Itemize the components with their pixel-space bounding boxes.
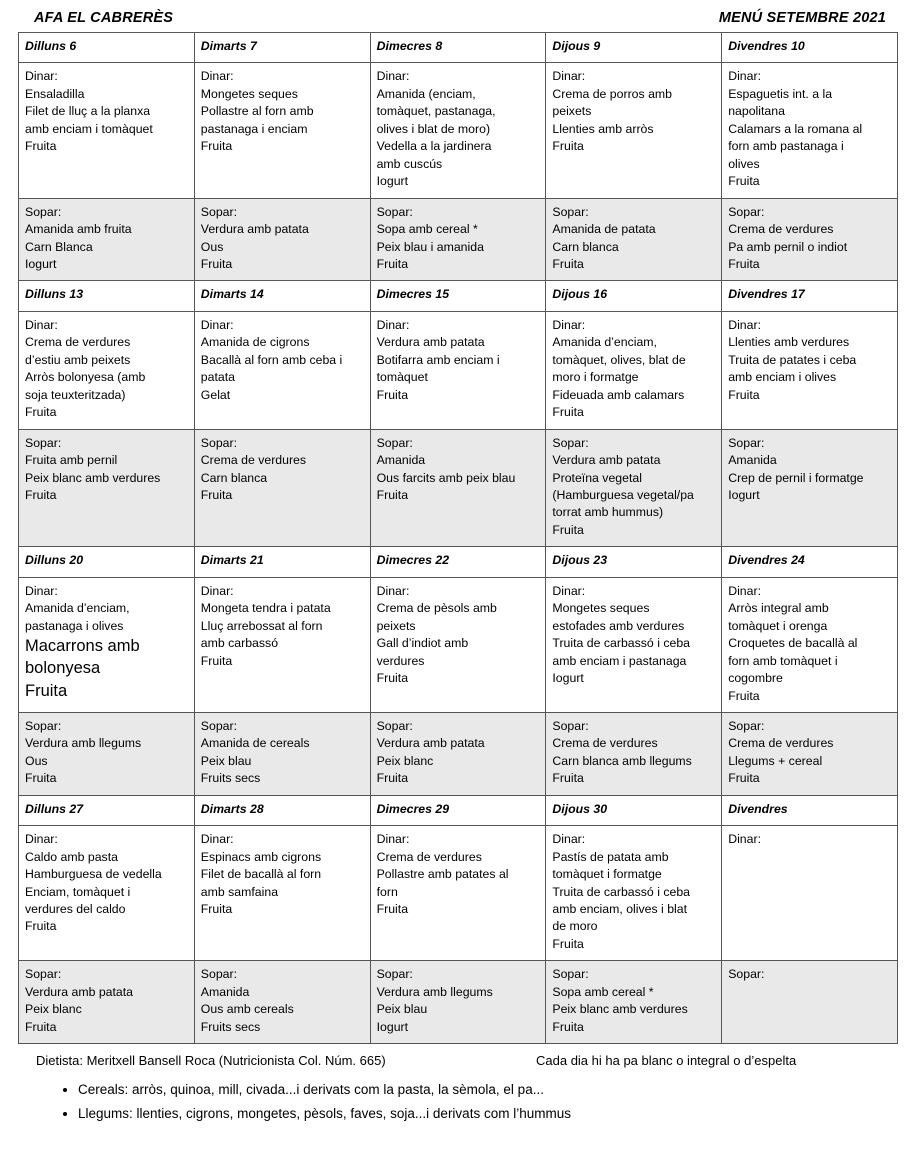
dinner-cell [194, 961, 370, 1044]
dish-line: forn amb pastanaga i [728, 139, 844, 154]
dinner-cell [546, 198, 722, 281]
dish-line: Bacallà al forn amb ceba i [200, 352, 343, 367]
dinner-row [19, 712, 898, 795]
dinner-row [19, 198, 898, 281]
dish-line: Arròs integral amb [728, 601, 829, 616]
dish-line: Llenties amb arròs [552, 121, 654, 136]
dish-line: Fruita [552, 1019, 584, 1034]
dish-line: tomàquet i formatge [552, 867, 662, 882]
dish-line: Truita de patates i ceba [728, 352, 857, 367]
dinner-cell [19, 961, 195, 1044]
day-header-cell: Dilluns 20 [19, 547, 195, 577]
dish-line: Fideuada amb calamars [552, 387, 685, 402]
lunch-cell [370, 311, 546, 429]
lunch-label: Dinar: [200, 69, 234, 84]
lunch-cell [546, 63, 722, 198]
footer-credits [18, 1053, 898, 1068]
dish-line: Peix blau [376, 1002, 428, 1017]
dinner-cell [370, 961, 546, 1044]
dish-line: Truita de carbassó i ceba [552, 636, 691, 651]
dish-line: Fruita [552, 936, 584, 951]
footer-notes-list [18, 1082, 898, 1121]
lunch-label: Dinar: [25, 69, 58, 84]
dish-line: Fruita [25, 139, 57, 154]
dinner-cell [722, 961, 898, 1044]
dish-line: patata [200, 370, 235, 385]
dinner-row [19, 429, 898, 547]
dinner-label: Sopar: [25, 967, 62, 982]
day-header-cell: Dijous 9 [546, 33, 722, 63]
lunch-label: Dinar: [728, 832, 761, 847]
lunch-cell [722, 311, 898, 429]
dish-line: Iogurt [376, 174, 409, 189]
dinner-label: Sopar: [200, 435, 238, 450]
dish-line: Verdura amb patata [25, 984, 134, 999]
dish-line: Crema de verdures [200, 453, 307, 468]
lunch-cell [370, 63, 546, 198]
dish-line: Amanida d’enciam, [25, 601, 130, 616]
dinner-label: Sopar: [25, 718, 62, 733]
dish-line: pastanaga i olives [25, 618, 124, 633]
dinner-label: Sopar: [200, 718, 238, 733]
lunch-row [19, 63, 898, 198]
dish-line: Peix blanc amb verdures [552, 1002, 688, 1017]
dish-line: Arròs bolonyesa (amb [25, 370, 146, 385]
lunch-cell [546, 577, 722, 712]
dish-line: pastanaga i enciam [200, 121, 308, 136]
dish-line: Peix blanc [25, 1002, 82, 1017]
dish-line: Fruita [200, 487, 233, 502]
dish-line: Ensaladilla [25, 86, 85, 101]
dinner-label: Sopar: [376, 204, 413, 219]
bread-note: Cada dia hi ha pa blanc o integral o d’espelta [536, 1053, 797, 1069]
dinner-label: Sopar: [728, 204, 765, 219]
dinner-cell [19, 429, 195, 547]
dish-line: Lluç arrebossat al forn [200, 618, 323, 633]
dish-line: Gelat [200, 387, 231, 402]
lunch-label: Dinar: [25, 583, 58, 598]
dish-line: Fruita [200, 139, 233, 154]
dish-line: Fruita [552, 139, 584, 154]
lunch-row [19, 826, 898, 961]
dish-line: Crema de verdures [552, 736, 658, 751]
day-header-cell: Divendres [722, 795, 898, 825]
dish-line-emphasis: Macarrons amb [25, 637, 140, 656]
lunch-cell [722, 63, 898, 198]
day-header-cell: Dilluns 6 [19, 33, 195, 63]
dish-line-emphasis: Fruita [25, 681, 68, 700]
dish-line: Caldo amb pasta [25, 849, 118, 864]
dish-line: Pa amb pernil o indiot [728, 239, 848, 254]
dish-line: tomàquet [376, 370, 428, 385]
day-header-cell: Dijous 30 [546, 795, 722, 825]
dish-line: Truita de carbassó i ceba [552, 884, 691, 899]
week-header-row [19, 33, 898, 63]
lunch-cell [19, 826, 195, 961]
lunch-label: Dinar: [552, 832, 586, 847]
dish-line: amb samfaina [200, 884, 279, 899]
dish-line: Ous [25, 753, 48, 768]
lunch-label: Dinar: [728, 583, 761, 598]
dinner-label: Sopar: [728, 435, 765, 450]
dish-line-emphasis: bolonyesa [25, 659, 101, 678]
dish-line: Fruita amb pernil [25, 453, 118, 468]
dish-line: Fruita [728, 771, 760, 786]
day-header-cell: Divendres 10 [722, 33, 898, 63]
dish-line: torrat amb hummus) [552, 505, 664, 520]
week-header-row [19, 281, 898, 311]
day-header-cell: Dijous 16 [546, 281, 722, 311]
dish-line: Amanida d’enciam, [552, 335, 657, 350]
dish-line: forn [376, 884, 398, 899]
dish-line: Crema de verdures [25, 335, 131, 350]
dish-line: Sopa amb cereal * [552, 984, 654, 999]
dish-line: Carn Blanca [25, 239, 93, 254]
dish-line: Botifarra amb enciam i [376, 352, 500, 367]
dinner-label: Sopar: [728, 718, 765, 733]
dish-line: Amanida de cigrons [200, 335, 310, 350]
week-header-row [19, 795, 898, 825]
dish-line: verdures [376, 653, 425, 668]
dish-line: Fruita [552, 405, 584, 420]
dish-line: tomàquet, olives, blat de [552, 352, 686, 367]
dish-line: Fruits secs [200, 771, 261, 786]
dish-line: amb carbassó [200, 636, 279, 651]
dish-line: amb enciam i tomàquet [25, 121, 153, 136]
lunch-label: Dinar: [376, 69, 410, 84]
dish-line: amb enciam i olives [728, 370, 837, 385]
lunch-cell [194, 826, 370, 961]
dish-line: Fruita [552, 256, 584, 271]
dish-line: Fruita [552, 522, 584, 537]
dish-line: Fruita [728, 256, 760, 271]
dish-line: tomàquet, pastanaga, [376, 104, 496, 119]
dish-line: soja teuxteritzada) [25, 387, 126, 402]
dish-line: Gall d’indiot amb [376, 636, 469, 651]
dish-line: Verdura amb patata [376, 335, 485, 350]
dish-line: moro i formatge [552, 370, 639, 385]
dish-line: amb cuscús [376, 156, 443, 171]
dish-line: Amanida [728, 453, 777, 468]
dinner-label: Sopar: [376, 967, 413, 982]
dish-line: Fruita [25, 771, 57, 786]
dietitian-credit: Dietista: Meritxell Bansell Roca (Nutricionista Col. Núm. 665) [36, 1053, 386, 1069]
dinner-cell [19, 712, 195, 795]
day-header-cell: Dimarts 28 [194, 795, 370, 825]
dish-line: Verdura amb llegums [25, 736, 142, 751]
dinner-cell [722, 429, 898, 547]
dish-line: Fruita [25, 1019, 57, 1034]
dinner-cell [370, 712, 546, 795]
dish-line: Fruita [200, 653, 233, 668]
dinner-label: Sopar: [25, 204, 62, 219]
lunch-cell [722, 826, 898, 961]
day-header-cell: Dilluns 13 [19, 281, 195, 311]
lunch-cell [370, 577, 546, 712]
dish-line: (Hamburguesa vegetal/pa [552, 487, 694, 502]
dish-line: Pollastre amb patates al [376, 867, 509, 882]
day-header-cell: Dimarts 21 [194, 547, 370, 577]
dinner-label: Sopar: [200, 967, 238, 982]
dish-line: Crema de pèsols amb [376, 601, 497, 616]
dinner-cell [19, 198, 195, 281]
dish-line: tomàquet i orenga [728, 618, 828, 633]
note-cereals: • Cereals: arròs, quinoa, mill, civada...i derivats com la pasta, la sèmola, el pa... [78, 1082, 898, 1097]
dish-line: Fruita [552, 771, 584, 786]
dish-line: Crema de verdures [728, 736, 834, 751]
dish-line: Hamburguesa de vedella [25, 867, 162, 882]
dish-line: Peix blau i amanida [376, 239, 484, 254]
dish-line: Vedella a la jardinera [376, 139, 492, 154]
dish-line: de moro [552, 919, 598, 934]
dinner-label: Sopar: [552, 967, 589, 982]
lunch-label: Dinar: [552, 583, 586, 598]
dinner-row [19, 961, 898, 1044]
dish-line: Mongetes seques [552, 601, 650, 616]
dish-line: Verdura amb patata [552, 453, 661, 468]
dish-line: Crep de pernil i formatge [728, 470, 864, 485]
dish-line: Amanida amb fruita [25, 222, 132, 237]
dish-line: Carn blanca [200, 470, 268, 485]
dish-line: Fruita [376, 256, 409, 271]
dinner-cell [194, 198, 370, 281]
dish-line: Crema de verdures [376, 849, 482, 864]
dish-line: Ous amb cereals [200, 1002, 294, 1017]
dish-line: Fruita [728, 174, 760, 189]
dish-line: Amanida [200, 984, 250, 999]
dish-line: Filet de lluç a la planxa [25, 104, 151, 119]
dinner-label: Sopar: [376, 435, 413, 450]
dish-line: Mongeta tendra i patata [200, 601, 331, 616]
dish-line: Fruita [25, 919, 57, 934]
dish-line: d’estiu amb peixets [25, 352, 131, 367]
dinner-label: Sopar: [376, 718, 413, 733]
dish-line: Crema de porros amb [552, 86, 672, 101]
dish-line: Peix blanc [376, 753, 434, 768]
day-header-cell: Divendres 17 [722, 281, 898, 311]
day-header-cell: Dilluns 27 [19, 795, 195, 825]
lunch-cell [19, 577, 195, 712]
dish-line: Fruita [376, 671, 409, 686]
dish-line: Verdura amb patata [200, 222, 309, 237]
dish-line: Llenties amb verdures [728, 335, 850, 350]
dish-line: Fruits secs [200, 1019, 261, 1034]
dish-line: Fruita [200, 902, 233, 917]
dish-line: Verdura amb llegums [376, 984, 493, 999]
dish-line: Amanida [376, 453, 426, 468]
dish-line: peixets [552, 104, 592, 119]
lunch-cell [194, 577, 370, 712]
dish-line: Fruita [376, 902, 409, 917]
dinner-cell [722, 198, 898, 281]
lunch-label: Dinar: [25, 832, 58, 847]
dinner-cell [370, 198, 546, 281]
dish-line: Calamars a la romana al [728, 121, 863, 136]
dish-line: Peix blau [200, 753, 252, 768]
dish-line: Filet de bacallà al forn [200, 867, 322, 882]
dinner-label: Sopar: [25, 435, 62, 450]
lunch-label: Dinar: [376, 832, 410, 847]
dish-line: olives i blat de moro) [376, 121, 491, 136]
dish-line: estofades amb verdures [552, 618, 685, 633]
dish-line: Ous [200, 239, 224, 254]
dish-line: Fruita [376, 387, 409, 402]
dinner-label: Sopar: [200, 204, 238, 219]
dish-line: forn amb tomàquet i [728, 653, 838, 668]
lunch-cell [546, 311, 722, 429]
dish-line: verdures del caldo [25, 902, 126, 917]
lunch-label: Dinar: [552, 317, 586, 332]
dish-line: Sopa amb cereal * [376, 222, 478, 237]
lunch-label: Dinar: [552, 69, 586, 84]
lunch-row [19, 577, 898, 712]
lunch-label: Dinar: [728, 317, 761, 332]
lunch-label: Dinar: [200, 583, 234, 598]
lunch-cell [194, 63, 370, 198]
organization-title: AFA EL CABRERÈS [34, 10, 174, 26]
dinner-cell [546, 429, 722, 547]
dish-line: Iogurt [728, 487, 760, 502]
day-header-cell: Dijous 23 [546, 547, 722, 577]
dish-line: amb enciam i pastanaga [552, 653, 687, 668]
day-header-cell: Dimecres 22 [370, 547, 546, 577]
lunch-label: Dinar: [25, 317, 58, 332]
dish-line: Ous farcits amb peix blau [376, 470, 516, 485]
lunch-cell [370, 826, 546, 961]
lunch-label: Dinar: [376, 317, 410, 332]
dish-line: cogombre [728, 671, 783, 686]
dish-line: Fruita [25, 487, 57, 502]
dish-line: Fruita [728, 688, 760, 703]
dinner-cell [194, 712, 370, 795]
dinner-cell [370, 429, 546, 547]
dish-line: Fruita [376, 487, 409, 502]
menu-month-title: MENÚ SETEMBRE 2021 [718, 10, 886, 26]
dish-line: Enciam, tomàquet i [25, 884, 131, 899]
lunch-label: Dinar: [200, 317, 234, 332]
dish-line: Iogurt [376, 1019, 409, 1034]
day-header-cell: Divendres 24 [722, 547, 898, 577]
lunch-cell [194, 311, 370, 429]
dish-line: Carn blanca amb llegums [552, 753, 692, 768]
dinner-cell [546, 712, 722, 795]
dish-line: Amanida de patata [552, 222, 656, 237]
dish-line: olives [728, 156, 760, 171]
dish-line: Proteïna vegetal [552, 470, 642, 485]
dinner-label: Sopar: [728, 967, 765, 982]
dish-line: Peix blanc amb verdures [25, 470, 161, 485]
dinner-label: Sopar: [552, 718, 589, 733]
dinner-cell [194, 429, 370, 547]
dinner-cell [722, 712, 898, 795]
dish-line: Croquetes de bacallà al [728, 636, 858, 651]
menu-table-body [19, 33, 898, 1044]
dish-line: napolitana [728, 104, 785, 119]
day-header-cell: Dimecres 29 [370, 795, 546, 825]
lunch-cell [546, 826, 722, 961]
day-header-cell: Dimecres 15 [370, 281, 546, 311]
dish-line: Fruita [25, 405, 57, 420]
document-header [18, 8, 898, 32]
note-llegums: • Llegums: llenties, cigrons, mongetes, pèsols, faves, soja...i derivats com l’hummus [78, 1106, 898, 1121]
week-header-row [19, 547, 898, 577]
dish-line: Iogurt [25, 256, 57, 271]
dish-line: Crema de verdures [728, 222, 834, 237]
day-header-cell: Dimarts 7 [194, 33, 370, 63]
lunch-label: Dinar: [728, 69, 761, 84]
dinner-cell [546, 961, 722, 1044]
dish-line: Amanida (enciam, [376, 86, 476, 101]
day-header-cell: Dimarts 14 [194, 281, 370, 311]
dish-line: Mongetes seques [200, 86, 298, 101]
dinner-label: Sopar: [552, 435, 589, 450]
menu-table [18, 32, 898, 1044]
day-header-cell: Dimecres 8 [370, 33, 546, 63]
dish-line: Espaguetis int. a la [728, 86, 833, 101]
dish-line: amb enciam, olives i blat [552, 902, 688, 917]
dish-line: peixets [376, 618, 416, 633]
lunch-row [19, 311, 898, 429]
dish-line: Espinacs amb cigrons [200, 849, 322, 864]
dish-line: Fruita [200, 256, 233, 271]
dish-line: Llegums + cereal [728, 753, 823, 768]
dish-line: Iogurt [552, 671, 584, 686]
dish-line: Amanida de cereals [200, 736, 310, 751]
dinner-label: Sopar: [552, 204, 589, 219]
dish-line: Carn blanca [552, 239, 619, 254]
dish-line: Fruita [728, 387, 760, 402]
lunch-label: Dinar: [376, 583, 410, 598]
lunch-label: Dinar: [200, 832, 234, 847]
dish-line: Pollastre al forn amb [200, 104, 314, 119]
dish-line: Verdura amb patata [376, 736, 485, 751]
dish-line: Fruita [376, 771, 409, 786]
lunch-cell [19, 311, 195, 429]
lunch-cell [722, 577, 898, 712]
lunch-cell [19, 63, 195, 198]
dish-line: Pastís de patata amb [552, 849, 669, 864]
